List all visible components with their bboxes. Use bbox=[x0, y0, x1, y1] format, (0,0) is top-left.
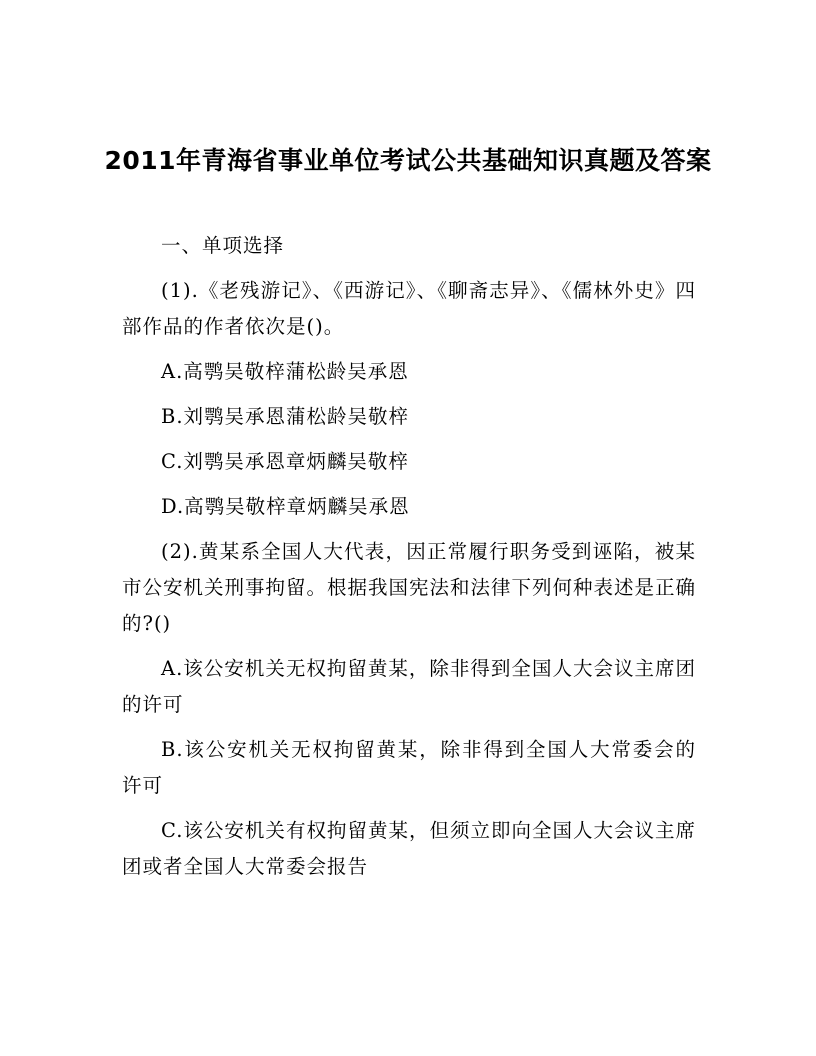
question-2-option-c: C.该公安机关有权拘留黄某，但须立即向全国人大会议主席团或者全国人大常委会报告 bbox=[122, 819, 696, 878]
document-title: 2011年青海省事业单位考试公共基础知识真题及答案 bbox=[104, 146, 712, 175]
question-1-option-a: A.高鹗吴敬梓蒲松龄吴承恩 bbox=[161, 360, 409, 383]
question-1-option-d: D.高鹗吴敬梓章炳麟吴承恩 bbox=[161, 495, 410, 518]
question-1-option-c: C.刘鹗吴承恩章炳麟吴敬梓 bbox=[161, 450, 409, 473]
question-1-option-b: B.刘鹗吴承恩蒲松龄吴敬梓 bbox=[161, 405, 410, 428]
question-2-option-b: B.该公安机关无权拘留黄某，除非得到全国人大常委会的许可 bbox=[122, 738, 696, 797]
question-2: (2).黄某系全国人大代表，因正常履行职务受到诬陷，被某市公安机关刑事拘留。根据我国宪法和法律下列何种表述是正确的?() bbox=[122, 540, 697, 635]
question-2-option-a: A.该公安机关无权拘留黄某，除非得到全国人大会议主席团的许可 bbox=[122, 657, 696, 716]
question-1: (1).《老残游记》、《西游记》、《聊斋志异》、《儒林外史》四部作品的作者依次是()。 bbox=[122, 279, 696, 338]
section-heading: 一、单项选择 bbox=[161, 234, 285, 257]
document-body bbox=[122, 228, 696, 894]
